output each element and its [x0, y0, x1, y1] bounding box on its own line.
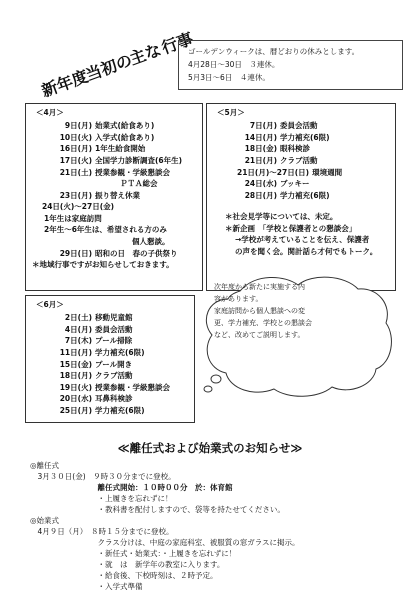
event-name: ブッキー [280, 179, 310, 189]
ceremony-title: ≪離任式および始業式のお知らせ≫ [117, 441, 303, 455]
event-date: 18日(金) [244, 144, 277, 154]
ceremony-line: ◎離任式 [30, 461, 60, 470]
gw-line: ゴールデンウィークは、暦どおりの休みとします。 [188, 47, 360, 56]
event-name: クラブ活動 [95, 371, 133, 381]
list-item [32, 248, 196, 260]
april-footnote: ＊地域行事ですがお知らせしておきます。 [32, 260, 174, 270]
event-date: 28日(月) [244, 190, 277, 200]
list-item [213, 120, 389, 132]
note-line: 容があります。 [214, 295, 263, 303]
event-date: 21日(月) [244, 156, 277, 166]
event-date: 21日(土) [59, 167, 92, 177]
event-name: 学力補充(6限) [280, 190, 330, 200]
event-date: 24日(水) [244, 179, 277, 189]
april-header: ＜4月＞ [36, 108, 64, 117]
event-date: 16日(月) [59, 144, 92, 154]
ceremony-line: ・上履きを忘れずに！ [30, 494, 173, 503]
event-name: 昭和の日 春の子供祭り [95, 248, 178, 258]
event-name: 授業参観・学級懇談会 [95, 382, 170, 392]
home-visit-line: 個人懇談。 [132, 236, 170, 246]
event-name: 委員会活動 [95, 324, 133, 334]
may-header: ＜5月＞ [217, 108, 245, 117]
home-visit-date: 24日(火)～27日(金) [42, 202, 115, 212]
event-date: 14日(月) [244, 132, 277, 142]
event-name: 環境週間 [312, 167, 343, 177]
event-name: 1年生給食開始 [95, 144, 146, 154]
pta-meeting: ＰＴＡ総会 [120, 178, 158, 188]
ceremony-line: 4月９日（月） ８時１５分までに登校。 [30, 527, 174, 536]
event-name: 入学式(給食あり) [95, 132, 155, 142]
event-name: プール開き [95, 359, 133, 369]
event-date: 17日(火) [59, 156, 92, 166]
event-date: 7日(木) [64, 336, 92, 346]
may-note: の声を聞く会。関計話ら才何でもトーク。 [235, 246, 378, 256]
list-item [32, 382, 188, 394]
note-line: 次年度から新たに実施する内 [214, 283, 305, 291]
june-box [25, 295, 195, 423]
event-date: 18日(月) [59, 371, 92, 381]
list-item [32, 132, 196, 144]
list-item [213, 190, 389, 202]
gw-notice [178, 40, 403, 90]
event-date: 25日(月) [59, 406, 92, 416]
ceremony-line: ・就 は 新学年の教室に入ります。 [30, 560, 225, 569]
ceremony-line: ・給食後、下校時刻は、２時予定。 [30, 571, 218, 580]
event-date: 11日(月) [59, 348, 92, 358]
home-visit-line: 1年生は家庭訪問 [44, 213, 102, 223]
ceremony-line: クラス分けは、中庭の家庭科室、被服質の窓ガラスに掲示。 [30, 538, 300, 547]
list-item [213, 155, 389, 167]
ceremony-section [30, 460, 410, 592]
event-name: 授業参観・学級懇談会 [95, 167, 170, 177]
may-note: →学校が考えていることを伝え、保護者 [235, 235, 370, 245]
event-name: 眼科検診 [280, 144, 310, 154]
list-item [213, 178, 389, 190]
list-item [213, 132, 389, 144]
list-item [32, 190, 196, 202]
event-date: 10日(火) [59, 132, 92, 142]
event-name: 始業式(給食あり) [95, 121, 155, 131]
event-name: 学力補充(6限) [95, 406, 145, 416]
may-note: ＊社会見学等については、未定。 [225, 212, 338, 222]
list-item [32, 347, 188, 359]
list-item [213, 166, 389, 178]
event-date: 19日(火) [59, 382, 92, 392]
event-date: 4日(月) [64, 324, 92, 334]
may-note: ＊新企画 「学校と保護者との懇談会」 [225, 223, 357, 233]
list-item [32, 335, 188, 347]
list-item [32, 166, 196, 178]
event-name: 耳鼻科検診 [95, 394, 133, 404]
list-item [32, 358, 188, 370]
title-part: 当初の [83, 50, 135, 85]
event-name: 学力補充(6限) [280, 132, 330, 142]
home-visit-line: 2年生～6年生は、希望される方のみ [44, 225, 167, 235]
note-line: 更、学力補充、学校との懇談会 [214, 319, 312, 327]
list-item [32, 120, 196, 132]
ceremony-line: ・入学式準備 [30, 582, 143, 591]
gw-line: 5月3日～6日 ４連休。 [188, 73, 270, 82]
list-item [32, 405, 188, 417]
event-date: 23日(月) [59, 190, 92, 200]
june-header: ＜6月＞ [36, 300, 64, 309]
ceremony-line: ◎始業式 [30, 516, 60, 525]
list-item [32, 393, 188, 405]
note-line: 家庭訪問から個人懇談への変 [214, 307, 305, 315]
april-box [25, 103, 203, 291]
event-name: クラブ活動 [280, 156, 318, 166]
ceremony-line: ・新任式・始業式：・上履きを忘れずに！ [30, 549, 237, 558]
title-part: 主な [127, 39, 164, 69]
gw-line: 4月28日～30日 ３連休。 [188, 60, 280, 69]
event-date: 15日(金) [59, 359, 92, 369]
event-name: 振り替え休業 [95, 190, 140, 200]
ceremony-line: 3月３０日(金) ９時３０分までに登校。 [30, 472, 176, 481]
event-date: 20日(水) [59, 394, 92, 404]
ceremony-line: ・教科書を配付しますので、袋等を持たせてください。 [30, 505, 285, 514]
list-item [32, 370, 188, 382]
note-line: など、改めてご説明します。 [214, 331, 305, 339]
ceremony-line: 離任式開始：１０時００分 於：体育館 [30, 483, 233, 492]
event-date: 29日(日) [59, 248, 92, 258]
title-part: 新年度 [39, 66, 91, 101]
event-name: 全国学力診断調査(6年生) [95, 156, 183, 166]
list-item [32, 155, 196, 167]
event-date: 21日(月)～27日(日) [237, 167, 310, 177]
list-item [32, 324, 188, 336]
event-date: 7日(月) [249, 121, 277, 131]
list-item [32, 143, 196, 155]
cloud-note [214, 281, 362, 381]
event-name: 学力補充(6限) [95, 348, 145, 358]
title-part: 行事 [159, 28, 196, 58]
event-name: 委員会活動 [280, 121, 318, 131]
may-box [206, 103, 396, 291]
event-name: プール掃除 [95, 336, 133, 346]
event-date: 9日(月) [64, 121, 92, 131]
list-item [32, 312, 188, 324]
event-date: 2日(土) [64, 313, 92, 323]
page-title [30, 28, 196, 101]
event-name: 移動児童館 [95, 313, 133, 323]
list-item [213, 143, 389, 155]
